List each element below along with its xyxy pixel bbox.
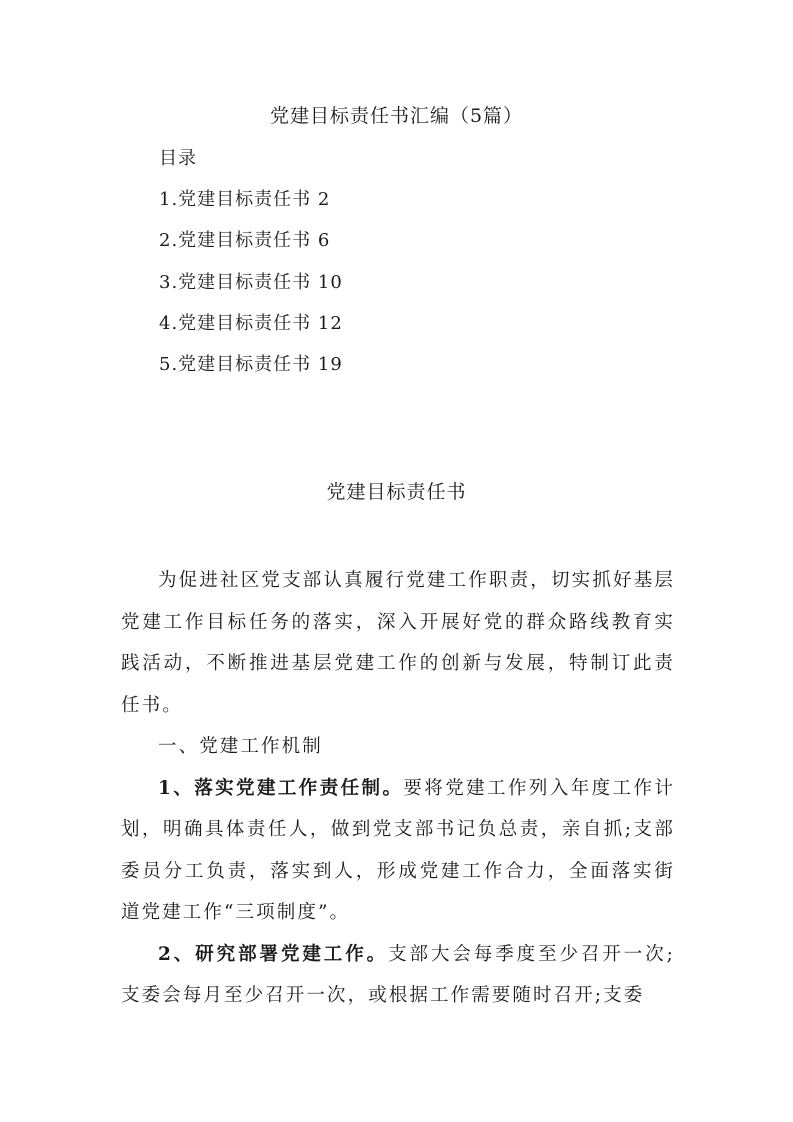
toc-item[interactable]: 4.党建目标责任书 12 xyxy=(159,312,343,334)
toc-item[interactable]: 5.党建目标责任书 19 xyxy=(159,354,343,376)
toc-item[interactable]: 1.党建目标责任书 2 xyxy=(159,189,331,210)
item-2-text: 支部大会每季度至少召开一次;支委会每月至少召开一次，或根据工作需要随时召开;支委 xyxy=(121,943,675,1006)
body-text xyxy=(121,560,675,1017)
item-paragraph-1 xyxy=(121,768,675,934)
section-heading: 一、党建工作机制 xyxy=(158,736,323,757)
section-title: 党建目标责任书 xyxy=(326,481,467,503)
item-paragraph-2 xyxy=(121,934,675,1017)
intro-paragraph: 为促进社区党支部认真履行党建工作职责，切实抓好基层党建工作目标任务的落实，深入开展好党的群众路线教育实践活动，不断推进基层党建工作的创新与发展，特制订此责任书。 xyxy=(121,570,675,716)
toc-heading: 目录 xyxy=(159,148,197,169)
toc-item[interactable]: 2.党建目标责任书 6 xyxy=(159,230,331,252)
toc-item[interactable]: 3.党建目标责任书 10 xyxy=(159,271,343,293)
item-1-text: 要将党建工作列入年度工作计划，明确具体责任人，做到党支部书记负总责，亲自抓;支部委员分工负责，落实到人，形成党建工作合力，全面落实街道党建工作“三项制度”。 xyxy=(121,777,675,923)
item-2-heading: 2、研究部署党建工作。 xyxy=(158,943,389,965)
table-of-contents xyxy=(159,145,343,392)
item-1-heading: 1、落实党建工作责任制。 xyxy=(158,777,404,799)
document-title: 党建目标责任书汇编（5篇） xyxy=(269,105,524,127)
